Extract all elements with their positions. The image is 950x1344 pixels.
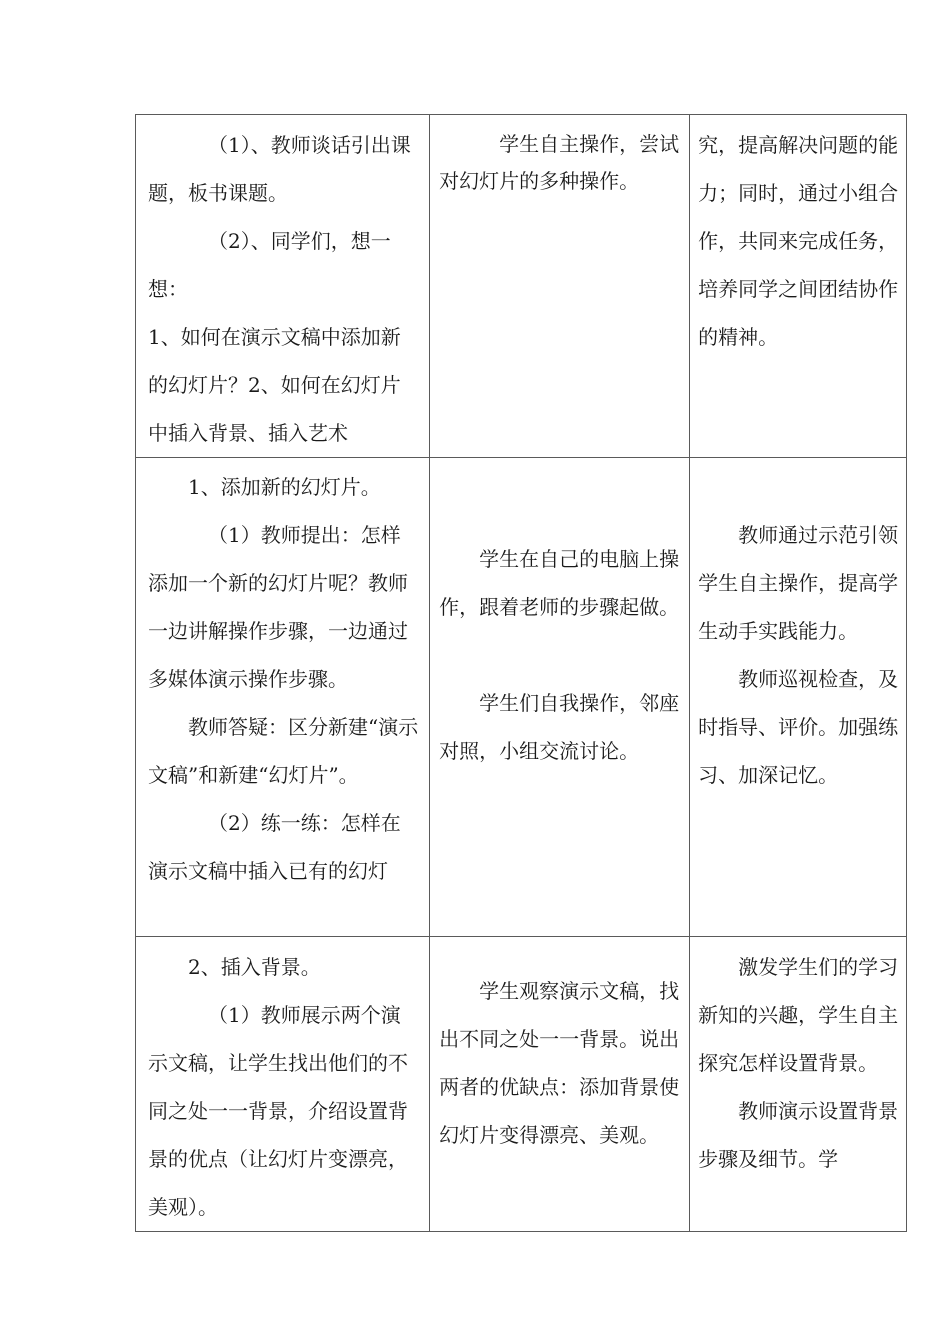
lesson-plan-table: [135, 114, 907, 1232]
paragraph: 教师答疑：区分新建“演示文稿”和新建“幻灯片”。: [148, 715, 419, 787]
paragraph: （1）教师展示两个演示文稿，让学生找出他们的不同之处一一背景，介绍设置背景的优点（让幻灯片变漂亮，美观）。: [148, 1003, 408, 1219]
paragraph: 学生观察演示文稿，找出不同之处一一背景。说出两者的优缺点：添加背景使幻灯片变得漂亮、美观。: [439, 979, 680, 1147]
table-row: [136, 937, 907, 1232]
design-intent-cell: [690, 937, 907, 1232]
paragraph: 1、添加新的幻灯片。: [188, 475, 381, 499]
teacher-activity-cell: [136, 115, 430, 458]
design-intent-cell: [690, 115, 907, 458]
student-activity-cell: [430, 458, 690, 937]
paragraph: 1、如何在演示文稿中添加新的幻灯片？2、如何在幻灯片中插入背景、插入艺术: [148, 325, 401, 445]
table-row: [136, 115, 907, 458]
paragraph: 激发学生们的学习新知的兴趣，学生自主探究怎样设置背景。: [698, 955, 899, 1075]
paragraph: 学生自主操作，尝试: [499, 132, 680, 156]
design-intent-cell: [690, 458, 907, 937]
teacher-activity-cell: [136, 937, 430, 1232]
student-activity-cell: [430, 937, 690, 1232]
student-activity-cell: [430, 115, 690, 458]
paragraph: 教师通过示范引领学生自主操作，提高学生动手实践能力。: [698, 523, 899, 643]
paragraph: 学生在自己的电脑上操作，跟着老师的步骤起做。: [439, 547, 680, 619]
paragraph: 学生们自我操作，邻座对照，小组交流讨论。: [439, 691, 680, 763]
teacher-activity-cell: [136, 458, 430, 937]
paragraph: 究，提高解决问题的能力；同时，通过小组合作，共同来完成任务，培养同学之间团结协作的精神。: [698, 133, 899, 349]
paragraph: 对幻灯片的多种操作。: [439, 169, 640, 193]
paragraph: （1）教师提出：怎样添加一个新的幻灯片呢？教师一边讲解操作步骤，一边通过多媒体演示操作步骤。: [148, 523, 408, 691]
table-row: [136, 458, 907, 937]
paragraph: （2）、同学们，想一想：: [148, 229, 391, 301]
paragraph: （2）练一练：怎样在演示文稿中插入已有的幻灯: [148, 811, 401, 883]
paragraph: 教师演示设置背景步骤及细节。学: [698, 1099, 899, 1171]
paragraph: （1）、教师谈话引出课题，板书课题。: [148, 133, 411, 205]
paragraph: 教师巡视检查，及时指导、评价。加强练习、加深记忆。: [698, 667, 899, 787]
paragraph: 2、插入背景。: [188, 955, 321, 979]
